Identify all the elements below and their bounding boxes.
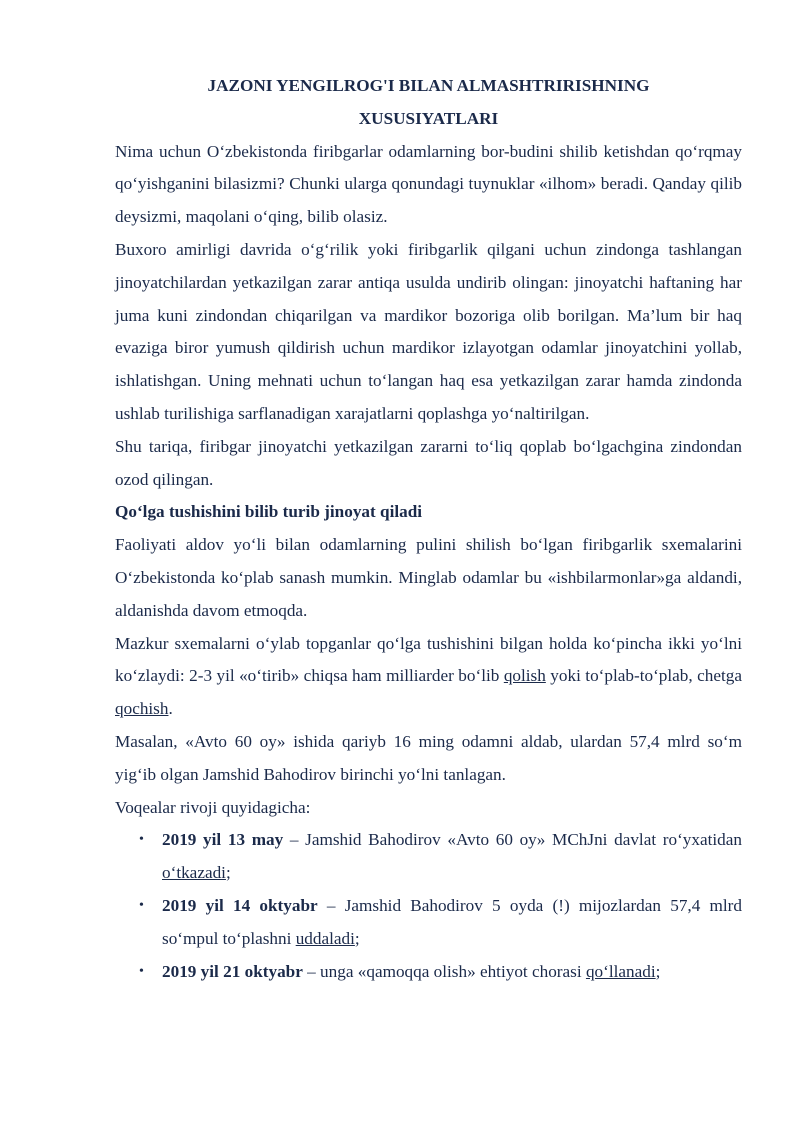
list-item-end: ; (225, 863, 231, 883)
link-qolish[interactable]: qolish (503, 666, 546, 686)
list-item-date: 2019 yil 21 oktyabr (162, 961, 303, 981)
title-line-2: XUSUSIYATLARI (358, 108, 499, 128)
link-qochish[interactable]: qochish (115, 699, 169, 719)
paragraph-release: Shu tariqa, firibgar jinoyatchi yetkazilgan zararni to‘liq qoplab bo‘lgachgina zindondan ozod qilingan. (115, 436, 742, 489)
list-item (115, 824, 742, 890)
paragraph-schemes: Faoliyati aldov yo‘li bilan odamlarning pulini shilish bo‘lgan firibgarlik sxemalarini O‘zbekistonda ko‘plab sanash mumkin. Minglab odamlar bu «ishbilarmonlar»ga aldandi, aldanishda davom etmoqda. (115, 535, 742, 620)
paragraph-timeline-intro: Voqealar rivoji quyidagicha: (115, 797, 311, 817)
section-heading: Qo‘lga tushishini bilib turib jinoyat qiladi (115, 502, 423, 522)
list-item-text: – Jamshid Bahodirov 5 oyda (!) mijozlardan 57,4 mlrd so‘mpul to‘plashni (162, 895, 742, 948)
list-item-date: 2019 yil 13 may (162, 830, 284, 850)
link-otkazadi[interactable]: o‘tkazadi (162, 863, 226, 883)
title-line-1: JAZONI YENGILROG'I BILAN ALMASHTRIRISHNING (207, 76, 650, 95)
list-item (115, 956, 742, 989)
document-page (115, 70, 742, 988)
list-item-text: – Jamshid Bahodirov «Avto 60 oy» MChJni davlat ro‘yxatidan (283, 830, 742, 850)
timeline-list (115, 824, 742, 988)
list-item-date: 2019 yil 14 oktyabr (162, 895, 318, 915)
link-uddaladi[interactable]: uddaladi (295, 928, 355, 948)
bullet-icon: • (139, 897, 144, 913)
paragraph-two-ways-text-b: yoki to‘plab-to‘plab, chetga (545, 666, 742, 686)
paragraph-intro: Nima uchun O‘zbekistonda firibgarlar odamlarning bor-budini shilib ketishdan qo‘rqmay qo‘yishganini bilasizmi? Chunki ularga qonundagi tuynuklar «ilhom» beradi. Qanday qilib deysizmi, maqolani o‘qing, bilib olasiz. (115, 141, 742, 227)
link-qollanadi[interactable]: qo‘llanadi (585, 961, 656, 981)
paragraph-two-ways (115, 628, 742, 726)
paragraph-two-ways-text-a: Mazkur sxemalarni o‘ylab topganlar qo‘lga tushishini bilgan holda ko‘pincha ikki yo‘lni ko‘zlaydi: 2-3 yil «o‘tirib» chiqsa ham milliarder bo‘lib (115, 633, 742, 686)
list-item-end: ; (354, 928, 360, 948)
list-item-end: ; (655, 961, 661, 981)
bullet-icon: • (139, 963, 144, 979)
list-item (115, 890, 742, 956)
bullet-icon: • (139, 832, 144, 848)
list-item-text: – unga «qamoqqa olish» ehtiyot chorasi (302, 961, 586, 981)
paragraph-bukhara: Buxoro amirligi davrida o‘g‘rilik yoki firibgarlik qilgani uchun zindonga tashlangan jinoyatchilardan yetkazilgan zarar antiqa usulda undirib olingan: jinoyatchi haftaning har juma kuni zindondan chiqarilgan va mardikor bozoriga olib borilgan. Ma’lum bir haq evaziga biror yumush qildirish uchun mardikor izlayotgan odamlar jinoyatchini yollab, ishlatishgan. Uning mehnati uchun to‘langan haq esa yetkazilgan zarar hamda zindonda ushlab turilishiga sarflanadigan xarajatlarni qoplashga yo‘naltirilgan. (115, 239, 742, 423)
paragraph-example: Masalan, «Avto 60 oy» ishida qariyb 16 ming odamni aldab, ulardan 57,4 mlrd so‘m yig‘ib olgan Jamshid Bahodirov birinchi yo‘lni tanlagan. (115, 731, 742, 784)
paragraph-two-ways-text-c: . (168, 699, 173, 719)
